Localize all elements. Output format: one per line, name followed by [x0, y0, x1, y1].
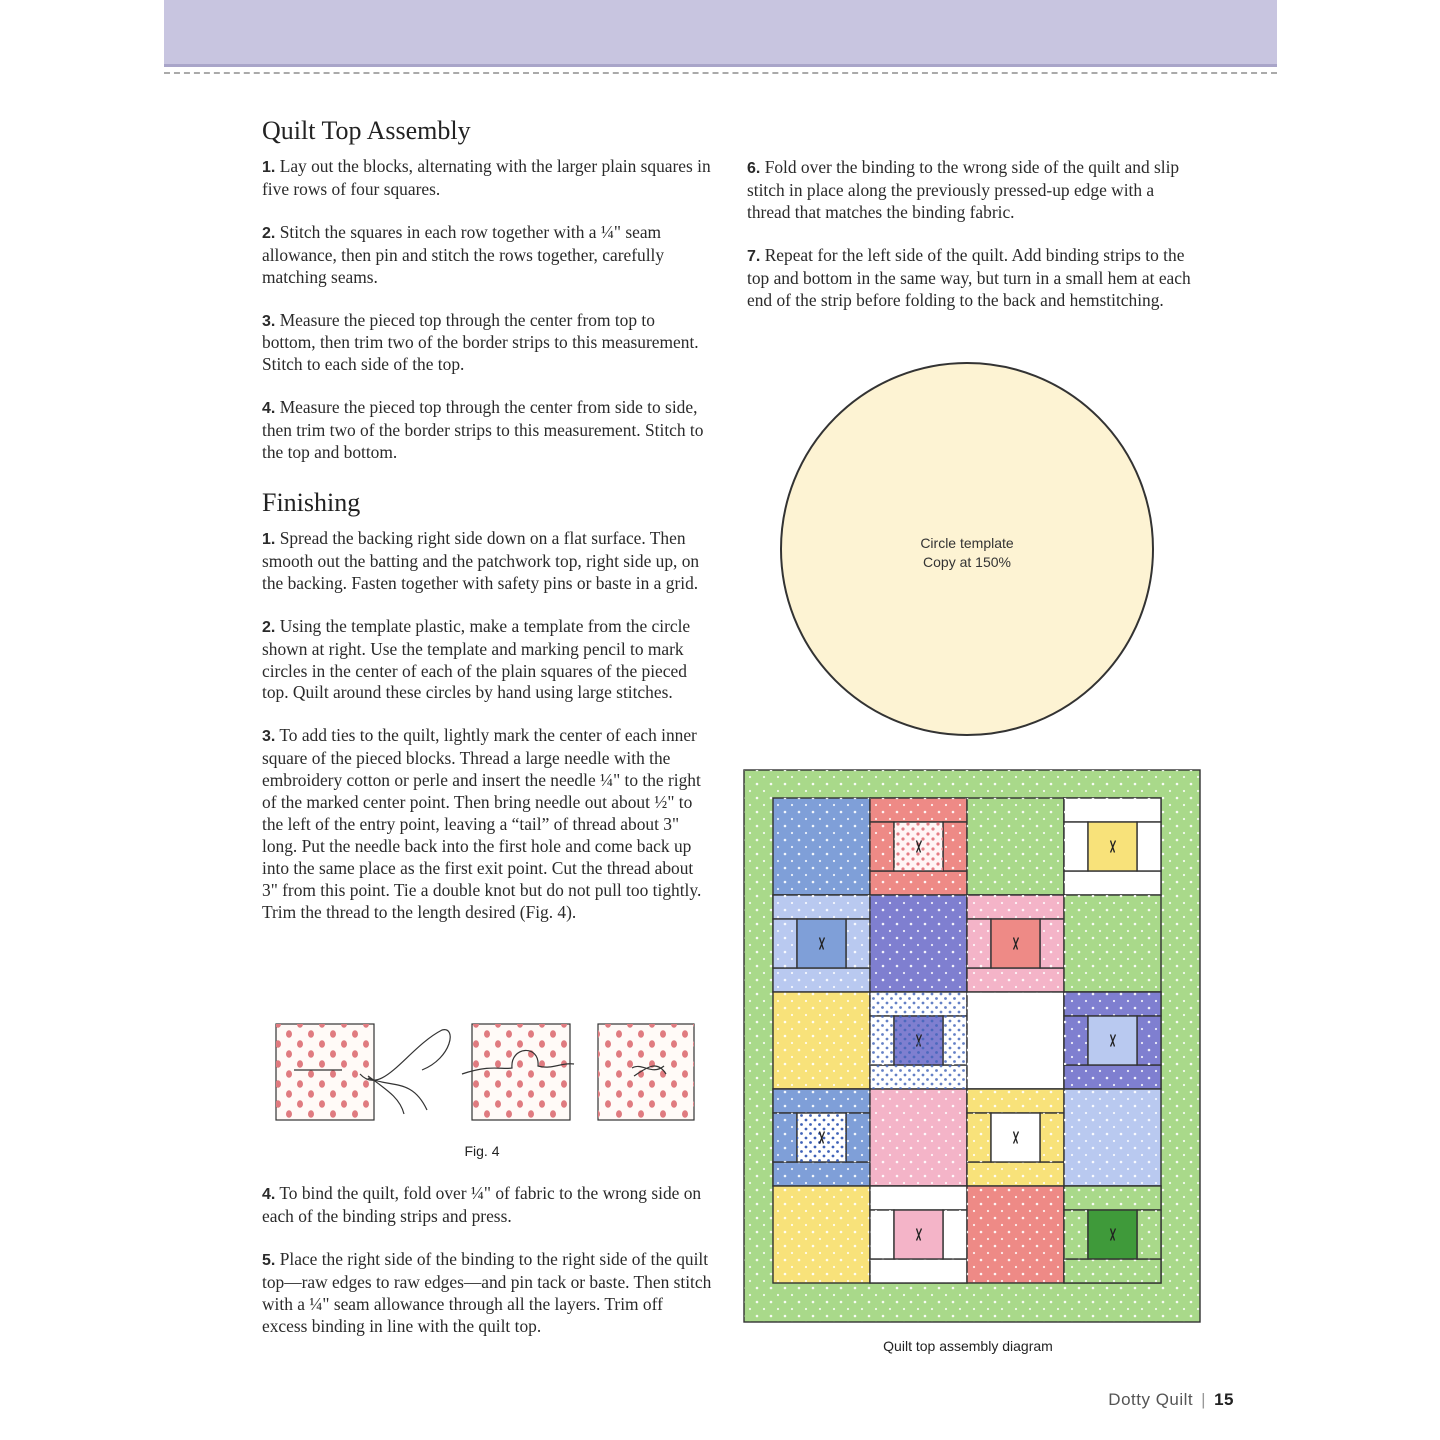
assembly-step-1 — [262, 156, 712, 201]
finishing-step-6 — [747, 157, 1197, 224]
left-column-bottom — [262, 1183, 712, 1358]
block-strip-texture — [967, 1089, 1064, 1113]
block-strip-texture — [1064, 1065, 1161, 1089]
circle-template-title: Circle template — [920, 535, 1014, 551]
block-strip-texture — [967, 968, 1064, 992]
step-number: 4. — [262, 400, 276, 418]
block-strip-texture — [773, 968, 870, 992]
block-strip-texture — [943, 1210, 967, 1259]
assembly-step-3 — [262, 310, 712, 377]
step-number: 7. — [747, 247, 761, 265]
block-strip-texture — [1064, 822, 1088, 871]
footer-separator: | — [1201, 1390, 1207, 1409]
right-column — [747, 157, 1197, 332]
block-strip-texture — [846, 1113, 870, 1162]
page-footer — [1108, 1390, 1234, 1410]
step-text: Spread the backing right side down on a flat surface. Then smooth out the batting and the patchwork top, right side up, on the backing. Fasten together with safety pins or baste in a grid. — [262, 527, 700, 593]
step-text: Using the template plastic, make a template from the circle shown at right. Use the template and marking pencil to mark circles in the center of each of the plain squares of the pieced top. Quilt around these circles by hand using large stitches. — [262, 615, 691, 703]
block-strip-texture — [773, 895, 870, 919]
step-text: To add ties to the quilt, lightly mark the center of each inner square of the pieced blocks. Thread a large needle with the embroidery cotton or perle and insert the needle ¼" to the right of the marked center point. Then bring needle out about ½" to the left of the entry point, leaving a “tail” of thread about 3" long. Put the needle back into the first hole and come back up into the same place as the first exit point. Cut the thread about 3" from this point. Tie a double knot but do not pull too tightly. Trim the thread to the length desired (Fig. 4). — [262, 725, 702, 922]
block-strip-texture — [1064, 1259, 1161, 1283]
block-strip-texture — [870, 822, 894, 871]
block-strip-texture — [1064, 798, 1161, 822]
block-strip-texture — [1064, 1016, 1088, 1065]
block-strip-texture — [870, 1259, 967, 1283]
block-strip-texture — [967, 1113, 991, 1162]
plain-square-texture — [967, 992, 1064, 1089]
finishing-step-4 — [262, 1183, 712, 1228]
block-strip-texture — [773, 1162, 870, 1186]
finishing-step-2 — [262, 616, 712, 705]
step-number: 2. — [262, 224, 276, 242]
finishing-step-7 — [747, 245, 1197, 312]
block-strip-texture — [870, 1186, 967, 1210]
block-strip-texture — [1064, 1186, 1161, 1210]
step-text: Repeat for the left side of the quilt. Add binding strips to the top and bottom in the same way, but turn in a small hem at each end of the strip before folding to the back and hemstitching. — [747, 244, 1191, 310]
footer-title: Dotty Quilt — [1108, 1390, 1194, 1409]
step-text: Stitch the squares in each row together with a ¼" seam allowance, then pin and stitch the rows together, carefully matching seams. — [262, 221, 665, 287]
fig4-illustration — [272, 1018, 702, 1128]
block-strip-texture — [870, 798, 967, 822]
block-strip-texture — [1137, 1210, 1161, 1259]
step-number: 1. — [262, 159, 276, 176]
plain-square-texture — [773, 1186, 870, 1283]
plain-square-texture — [967, 798, 1064, 895]
block-strip-texture — [870, 871, 967, 895]
finishing-step-3 — [262, 725, 712, 923]
block-strip-texture — [1064, 992, 1161, 1016]
block-strip-texture — [967, 1162, 1064, 1186]
step-text: Place the right side of the binding to the right side of the quilt top—raw edges to raw edges—and pin tack or baste. Then stitch with a ¼" seam allowance through all the layers. Trim off excess binding in line with the quilt top. — [262, 1248, 712, 1336]
page-number: 15 — [1214, 1390, 1234, 1409]
plain-square-texture — [773, 798, 870, 895]
step-number: 1. — [262, 530, 276, 548]
dashed-divider — [164, 72, 1277, 74]
step-text: Lay out the blocks, alternating with the larger plain squares in five rows of four squares. — [262, 156, 711, 199]
block-strip-texture — [1040, 919, 1064, 968]
block-strip-texture — [870, 1210, 894, 1259]
plain-square-texture — [1064, 1089, 1161, 1186]
assembly-step-4 — [262, 397, 712, 464]
block-strip-texture — [967, 895, 1064, 919]
quilt-caption: Quilt top assembly diagram — [883, 1338, 1053, 1354]
step-number: 3. — [262, 728, 276, 746]
block-strip-texture — [773, 1113, 797, 1162]
block-strip-texture — [1040, 1113, 1064, 1162]
block-strip-texture — [773, 919, 797, 968]
step-text: Fold over the binding to the wrong side of the quilt and slip stitch in place along the previously pressed-up edge with a thread that matches the binding fabric. — [747, 157, 1180, 222]
left-column — [262, 116, 712, 944]
finishing-step-1 — [262, 528, 712, 595]
block-strip-texture — [846, 919, 870, 968]
plain-square-texture — [1064, 895, 1161, 992]
step-number: 4. — [262, 1186, 276, 1203]
circle-template-label — [782, 534, 1152, 572]
plain-square-texture — [773, 992, 870, 1089]
block-strip-texture — [943, 822, 967, 871]
step-number: 2. — [262, 618, 276, 636]
header-band — [164, 0, 1277, 64]
finishing-heading: Finishing — [262, 487, 361, 517]
assembly-heading: Quilt Top Assembly — [262, 116, 471, 145]
quilt-assembly-diagram — [740, 766, 1204, 1326]
fig4-caption: Fig. 4 — [464, 1143, 500, 1159]
block-strip-texture — [967, 919, 991, 968]
plain-square-texture — [967, 1186, 1064, 1283]
block-strip-texture — [1137, 822, 1161, 871]
block-strip-texture — [1064, 871, 1161, 895]
dotted-ring-texture — [870, 992, 967, 1089]
step-number: 6. — [747, 160, 761, 177]
plain-square-texture — [870, 895, 967, 992]
circle-template-note: Copy at 150% — [923, 554, 1011, 570]
step-number: 5. — [262, 1251, 276, 1269]
block-strip-texture — [1064, 1210, 1088, 1259]
step-text: To bind the quilt, fold over ¼" of fabric to the wrong side on each of the binding strips and press. — [262, 1183, 702, 1226]
step-number: 3. — [262, 312, 276, 330]
block-strip-texture — [773, 1089, 870, 1113]
plain-square-texture — [870, 1089, 967, 1186]
step-text: Measure the pieced top through the center from side to side, then trim two of the border strips to this measurement. Stitch to the top and bottom. — [262, 397, 704, 463]
finishing-step-5 — [262, 1249, 712, 1338]
circle-template — [780, 362, 1154, 736]
block-strip-texture — [1137, 1016, 1161, 1065]
assembly-step-2 — [262, 222, 712, 289]
step-text: Measure the pieced top through the center from top to bottom, then trim two of the border strips to this measurement. Stitch to each side of the top. — [262, 309, 699, 375]
header-rule — [164, 64, 1277, 67]
